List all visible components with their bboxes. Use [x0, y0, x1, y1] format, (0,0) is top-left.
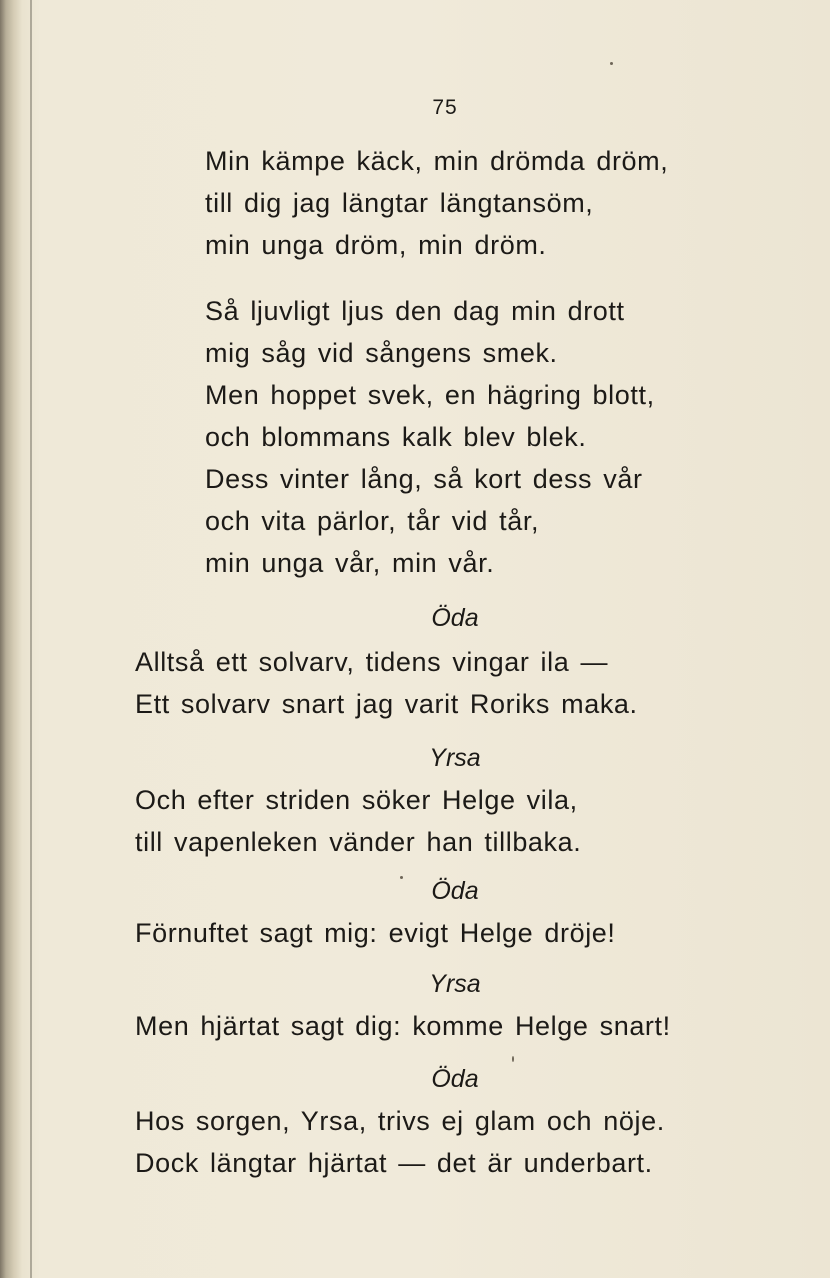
paper-speck: [512, 1056, 514, 1062]
speaker-name: Öda: [431, 604, 479, 632]
paper-speck: [610, 62, 613, 65]
speaker-name: Yrsa: [429, 970, 481, 998]
speaker-name: Yrsa: [429, 744, 481, 772]
paper-speck: [400, 876, 403, 879]
dialogue-line: Och efter striden söker Helge vila,: [135, 785, 578, 815]
verse-line: Så ljuvligt ljus den dag min drott: [205, 296, 625, 326]
dialogue-line: Förnuftet sagt mig: evigt Helge dröje!: [135, 918, 616, 948]
verse-line: min unga vår, min vår.: [205, 548, 495, 578]
dialogue-line: Dock längtar hjärtat — det är underbart.: [135, 1148, 653, 1178]
dialogue-line: Alltså ett solvarv, tidens vingar ila —: [135, 647, 609, 677]
verse-line: och blommans kalk blev blek.: [205, 422, 587, 452]
dialogue-line: Ett solvarv snart jag varit Roriks maka.: [135, 689, 638, 719]
dialogue-line: Men hjärtat sagt dig: komme Helge snart!: [135, 1011, 671, 1041]
verse-line: och vita pärlor, tår vid tår,: [205, 506, 540, 536]
speaker-name: Öda: [431, 1065, 479, 1093]
verse-line: Min kämpe käck, min drömda dröm,: [205, 146, 669, 176]
verse-line: Men hoppet svek, en hägring blott,: [205, 380, 655, 410]
verse-line: min unga dröm, min dröm.: [205, 230, 547, 260]
verse-line: mig såg vid sångens smek.: [205, 338, 558, 368]
verse-line: till dig jag längtar längtansöm,: [205, 188, 594, 218]
verse-line: Dess vinter lång, så kort dess vår: [205, 464, 643, 494]
page-number: 75: [432, 96, 458, 119]
dialogue-line: Hos sorgen, Yrsa, trivs ej glam och nöje.: [135, 1106, 665, 1136]
speaker-name: Öda: [431, 877, 479, 905]
dialogue-line: till vapenleken vänder han tillbaka.: [135, 827, 582, 857]
